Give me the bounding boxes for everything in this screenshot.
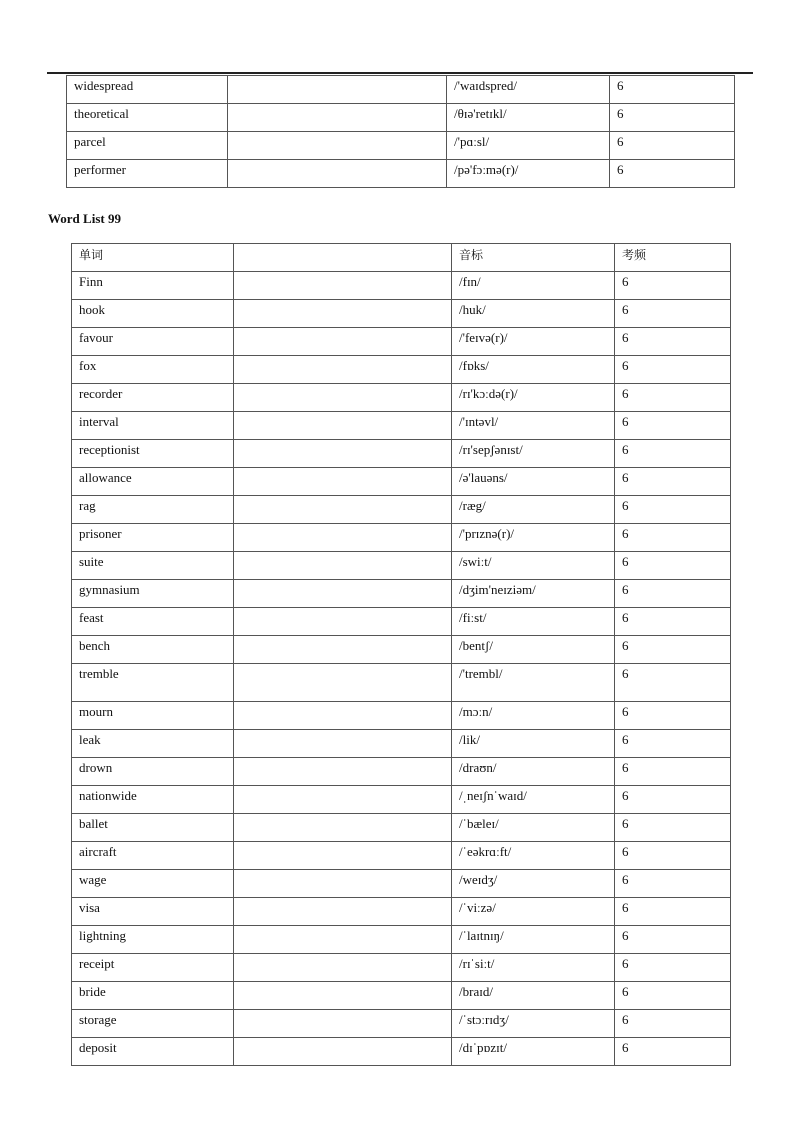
cell-word: bride: [72, 982, 234, 1010]
cell-word: visa: [72, 898, 234, 926]
cell-phonetic: /ˈviːzə/: [452, 898, 615, 926]
cell-meaning: [234, 898, 452, 926]
cell-word: leak: [72, 730, 234, 758]
cell-phonetic: /rɪ'kɔːdə(r)/: [452, 384, 615, 412]
cell-meaning: [234, 468, 452, 496]
cell-phonetic: /dʒim'neɪziəm/: [452, 580, 615, 608]
cell-meaning: [234, 954, 452, 982]
cell-phonetic: /ræg/: [452, 496, 615, 524]
cell-meaning: [234, 786, 452, 814]
cell-frequency: 6: [615, 730, 731, 758]
table-row: [72, 664, 731, 702]
cell-meaning: [234, 384, 452, 412]
cell-phonetic: /braɪd/: [452, 982, 615, 1010]
cell-frequency: 6: [615, 524, 731, 552]
cell-meaning: [234, 982, 452, 1010]
table-row: [72, 1010, 731, 1038]
cell-word: hook: [72, 300, 234, 328]
cell-word: bench: [72, 636, 234, 664]
cell-word: ballet: [72, 814, 234, 842]
cell-phonetic: /bentʃ/: [452, 636, 615, 664]
table-row: [72, 580, 731, 608]
cell-word: parcel: [67, 132, 228, 160]
table-row: [72, 702, 731, 730]
cell-meaning: [234, 496, 452, 524]
page-top-rule: [47, 72, 753, 74]
cell-frequency: 6: [615, 898, 731, 926]
cell-frequency: 6: [615, 1038, 731, 1066]
table-row: [72, 870, 731, 898]
cell-frequency: 6: [615, 814, 731, 842]
table-row: [72, 328, 731, 356]
cell-phonetic: /draʊn/: [452, 758, 615, 786]
cell-phonetic: /'waɪdspred/: [447, 76, 610, 104]
table-row: [72, 468, 731, 496]
cell-word: widespread: [67, 76, 228, 104]
cell-meaning: [234, 1038, 452, 1066]
cell-meaning: [228, 104, 447, 132]
cell-frequency: 6: [615, 758, 731, 786]
table-row: [67, 160, 735, 188]
cell-meaning: [234, 870, 452, 898]
cell-word: allowance: [72, 468, 234, 496]
cell-meaning: [234, 636, 452, 664]
cell-frequency: 6: [615, 468, 731, 496]
cell-frequency: 6: [615, 702, 731, 730]
cell-meaning: [234, 524, 452, 552]
cell-frequency: 6: [615, 272, 731, 300]
cell-frequency: 6: [615, 664, 731, 702]
cell-phonetic: /ˈlaɪtnɪŋ/: [452, 926, 615, 954]
cell-phonetic: /'trembl/: [452, 664, 615, 702]
cell-word: fox: [72, 356, 234, 384]
cell-meaning: [234, 702, 452, 730]
cell-meaning: [234, 328, 452, 356]
continued-vocab-table: [66, 75, 735, 188]
cell-phonetic: /ˈstɔːrɪdʒ/: [452, 1010, 615, 1038]
cell-word: theoretical: [67, 104, 228, 132]
cell-frequency: 6: [615, 384, 731, 412]
table-row: [72, 608, 731, 636]
cell-phonetic: /'prɪznə(r)/: [452, 524, 615, 552]
cell-word: gymnasium: [72, 580, 234, 608]
cell-phonetic: /θɪə'retɪkl/: [447, 104, 610, 132]
cell-phonetic: /ˈeəkrɑːft/: [452, 842, 615, 870]
table-row: [67, 132, 735, 160]
table-row: [72, 300, 731, 328]
cell-frequency: 6: [615, 412, 731, 440]
table-row: [67, 104, 735, 132]
cell-frequency: 6: [610, 160, 735, 188]
cell-meaning: [234, 356, 452, 384]
cell-phonetic: /rɪˈsiːt/: [452, 954, 615, 982]
cell-phonetic: /fɒks/: [452, 356, 615, 384]
cell-frequency: 6: [615, 842, 731, 870]
cell-meaning: [234, 300, 452, 328]
cell-meaning: [234, 412, 452, 440]
table-row: [72, 1038, 731, 1066]
cell-word: nationwide: [72, 786, 234, 814]
word-list-title: Word List 99: [48, 211, 121, 226]
table-row: [72, 898, 731, 926]
cell-phonetic: /huk/: [452, 300, 615, 328]
cell-phonetic: /pə'fɔːmə(r)/: [447, 160, 610, 188]
cell-frequency: 6: [615, 580, 731, 608]
table-row: [72, 524, 731, 552]
cell-word: deposit: [72, 1038, 234, 1066]
cell-word: aircraft: [72, 842, 234, 870]
cell-word: feast: [72, 608, 234, 636]
cell-phonetic: /weɪdʒ/: [452, 870, 615, 898]
table-row: [67, 76, 735, 104]
cell-meaning: [234, 758, 452, 786]
table-header-row: [72, 244, 731, 272]
cell-frequency: 6: [615, 440, 731, 468]
cell-word: tremble: [72, 664, 234, 702]
cell-word: storage: [72, 1010, 234, 1038]
table-row: [72, 842, 731, 870]
table-row: [72, 496, 731, 524]
header-frequency: 考频: [615, 244, 731, 272]
table-row: [72, 954, 731, 982]
cell-phonetic: /fiːst/: [452, 608, 615, 636]
cell-meaning: [234, 608, 452, 636]
table-row: [72, 412, 731, 440]
cell-word: recorder: [72, 384, 234, 412]
cell-frequency: 6: [615, 552, 731, 580]
cell-word: interval: [72, 412, 234, 440]
cell-phonetic: /ˈbæleɪ/: [452, 814, 615, 842]
cell-meaning: [234, 580, 452, 608]
cell-word: favour: [72, 328, 234, 356]
table-row: [72, 636, 731, 664]
cell-word: wage: [72, 870, 234, 898]
cell-phonetic: /'feɪvə(r)/: [452, 328, 615, 356]
cell-frequency: 6: [615, 636, 731, 664]
table-row: [72, 730, 731, 758]
cell-frequency: 6: [615, 608, 731, 636]
header-word: 单词: [72, 244, 234, 272]
cell-word: mourn: [72, 702, 234, 730]
cell-meaning: [234, 842, 452, 870]
cell-frequency: 6: [615, 870, 731, 898]
table-row: [72, 786, 731, 814]
cell-word: prisoner: [72, 524, 234, 552]
table-row: [72, 356, 731, 384]
header-meaning: [234, 244, 452, 272]
cell-meaning: [234, 552, 452, 580]
cell-meaning: [228, 132, 447, 160]
cell-frequency: 6: [615, 982, 731, 1010]
cell-meaning: [228, 160, 447, 188]
cell-frequency: 6: [615, 356, 731, 384]
cell-meaning: [234, 272, 452, 300]
table-row: [72, 272, 731, 300]
cell-meaning: [234, 440, 452, 468]
cell-meaning: [234, 730, 452, 758]
cell-word: performer: [67, 160, 228, 188]
table-row: [72, 926, 731, 954]
cell-meaning: [234, 926, 452, 954]
cell-frequency: 6: [615, 954, 731, 982]
cell-frequency: 6: [615, 496, 731, 524]
cell-frequency: 6: [615, 300, 731, 328]
cell-word: receptionist: [72, 440, 234, 468]
cell-frequency: 6: [615, 1010, 731, 1038]
cell-phonetic: /rɪ'sepʃənɪst/: [452, 440, 615, 468]
cell-phonetic: /fɪn/: [452, 272, 615, 300]
cell-phonetic: /'pɑːsl/: [447, 132, 610, 160]
table-row: [72, 758, 731, 786]
cell-meaning: [234, 814, 452, 842]
table-row: [72, 384, 731, 412]
table-row: [72, 814, 731, 842]
header-phonetic: 音标: [452, 244, 615, 272]
cell-word: Finn: [72, 272, 234, 300]
cell-phonetic: /lik/: [452, 730, 615, 758]
table-row: [72, 440, 731, 468]
cell-word: lightning: [72, 926, 234, 954]
cell-frequency: 6: [615, 786, 731, 814]
cell-word: drown: [72, 758, 234, 786]
cell-meaning: [234, 1010, 452, 1038]
cell-phonetic: /swiːt/: [452, 552, 615, 580]
cell-phonetic: /mɔːn/: [452, 702, 615, 730]
cell-frequency: 6: [615, 328, 731, 356]
cell-frequency: 6: [615, 926, 731, 954]
cell-frequency: 6: [610, 76, 735, 104]
cell-phonetic: /ə'lauəns/: [452, 468, 615, 496]
word-list-table: [71, 243, 731, 1066]
cell-word: suite: [72, 552, 234, 580]
cell-frequency: 6: [610, 104, 735, 132]
cell-phonetic: /'ɪntəvl/: [452, 412, 615, 440]
cell-frequency: 6: [610, 132, 735, 160]
cell-meaning: [234, 664, 452, 702]
cell-word: receipt: [72, 954, 234, 982]
cell-phonetic: /dɪˈpɒzɪt/: [452, 1038, 615, 1066]
cell-phonetic: /ˌneɪʃnˈwaɪd/: [452, 786, 615, 814]
table-row: [72, 982, 731, 1010]
cell-word: rag: [72, 496, 234, 524]
table-row: [72, 552, 731, 580]
cell-meaning: [228, 76, 447, 104]
